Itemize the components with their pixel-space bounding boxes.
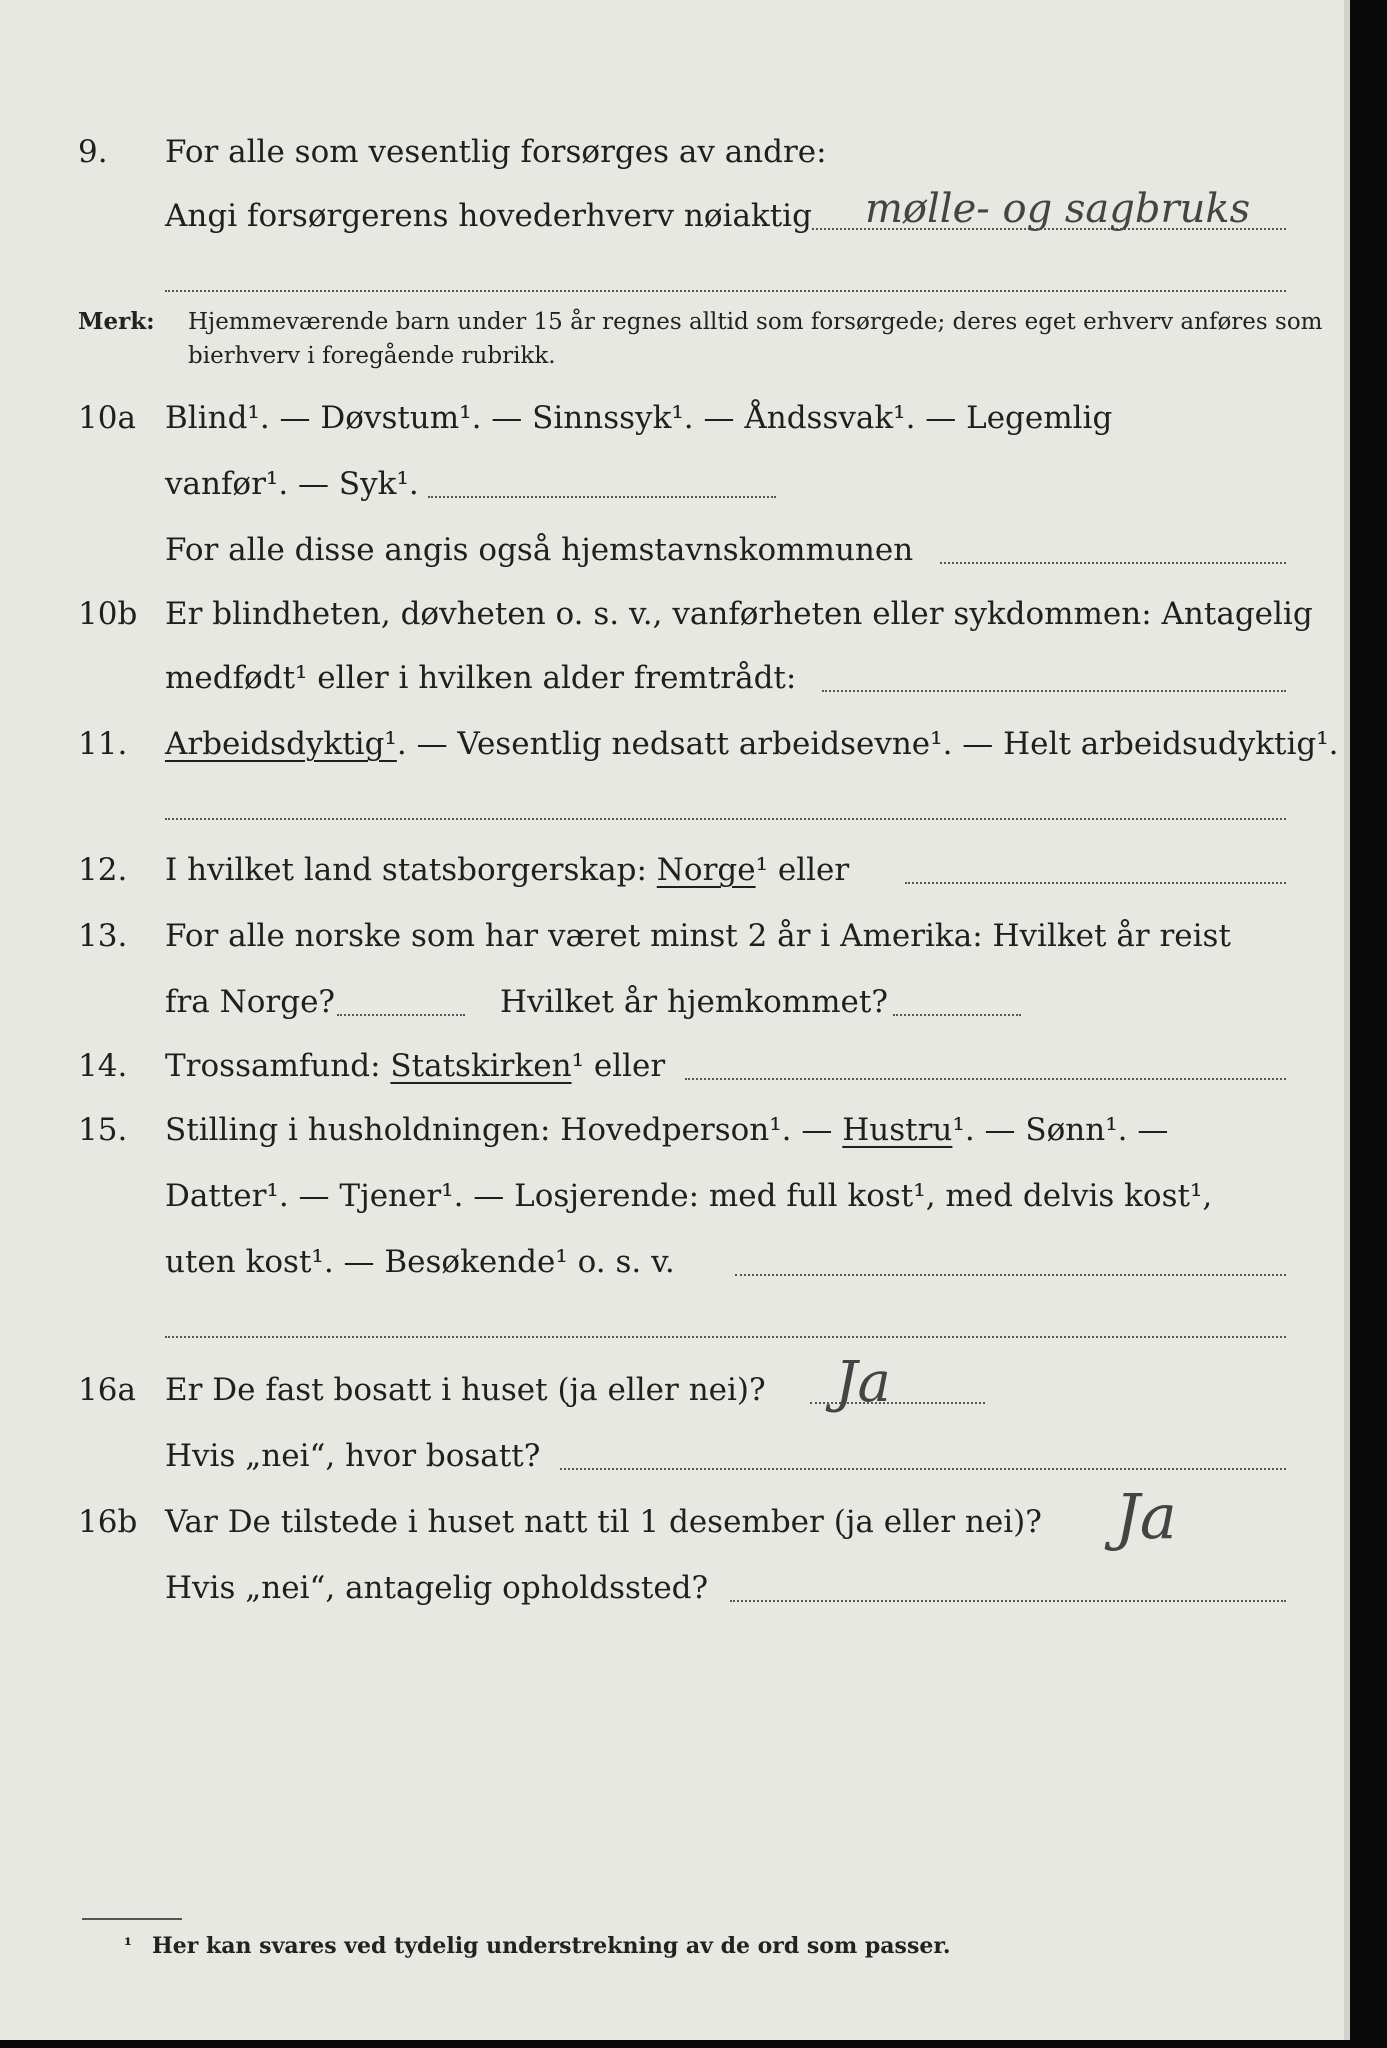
question-number: 16a [78,1372,136,1408]
question-10b [0,582,1350,646]
question-text: uten kost¹. — Besøkende¹ o. s. v. [165,1244,675,1280]
answer-line [685,1078,1286,1080]
question-text: medfødt¹ eller i hvilken alder fremtrådt: [165,660,797,696]
question-10b-line2 [0,646,1350,710]
handwritten-answer: Ja [1115,1480,1177,1553]
question-text-pre: Stilling i husholdningen: Hovedperson¹. — [165,1112,843,1148]
question-text: For alle som vesentlig forsørges av andre: [165,134,827,170]
handwritten-answer: mølle- og sagbruks [865,186,1251,232]
underlined-answer: Norge [656,852,756,888]
question-11 [0,712,1350,776]
underlined-answer: Statskirken [390,1048,572,1084]
answer-line [428,496,776,498]
note-text: Hjemmeværende barn under 15 år regnes alltid som forsørgede; deres eget erhverv anføres som bierhverv i foregående rubrikk. [188,309,1323,369]
question-13-line2 [0,970,1350,1034]
question-15-line3 [0,1230,1350,1294]
footnote-rule [82,1918,182,1920]
footnote-marker: ¹ [124,1935,132,1956]
answer-line [730,1600,1286,1602]
question-10a-line2 [0,452,1350,516]
answer-line [165,818,1286,820]
question-number: 16b [78,1504,138,1540]
question-number: 10a [78,400,136,436]
underlined-answer: Arbeidsdyktig¹ [165,726,397,762]
question-9 [0,120,1350,184]
question-text: fra Norge? [165,984,336,1020]
question-text [165,838,849,902]
question-text-rest: . — Vesentlig nedsatt arbeidsevne¹. — Helt arbeidsudyktig¹. [396,726,1339,762]
answer-line [905,882,1286,884]
question-number: 11. [78,726,128,762]
question-text: vanfør¹. — Syk¹. [165,466,419,502]
question-text: Angi forsørgerens hovederhverv nøiaktig [165,198,812,234]
question-number: 9. [78,134,108,170]
question-16a [0,1350,1350,1422]
question-text: Er De fast bosatt i huset (ja eller nei)? [165,1372,766,1408]
question-text [165,1098,1168,1162]
question-text-post: ¹ eller [571,1048,666,1084]
question-text-post: ¹. — Sønn¹. — [952,1112,1169,1148]
question-13 [0,904,1350,968]
question-text: Var De tilstede i huset natt til 1 desember (ja eller nei)? [165,1504,1042,1540]
question-number: 14. [78,1048,128,1084]
question-16b-line2 [0,1556,1350,1620]
question-text-post: ¹ eller [755,852,850,888]
question-10a-line3 [0,518,1350,582]
question-9-line2 [0,184,1350,248]
question-16a-line2 [0,1424,1350,1488]
question-number: 12. [78,852,128,888]
question-15-line2 [0,1164,1350,1228]
question-text-pre: I hvilket land statsborgerskap: [165,852,657,888]
question-text: Er blindheten, døvheten o. s. v., vanførheten eller sykdommen: Antagelig [165,596,1313,632]
question-text: Hvilket år hjemkommet? [500,984,888,1020]
question-number: 10b [78,596,138,632]
answer-line [893,1014,1021,1016]
underlined-answer: Hustru [842,1112,953,1148]
answer-line [822,690,1286,692]
question-text: Datter¹. — Tjener¹. — Losjerende: med full kost¹, med delvis kost¹, [165,1178,1213,1214]
question-text: For alle norske som har været minst 2 år i Amerika: Hvilket år reist [165,918,1231,954]
question-text: Hvis „nei“, antagelig opholdssted? [165,1570,709,1606]
answer-line [735,1274,1286,1276]
handwritten-answer: Ja [835,1350,891,1415]
question-15 [0,1098,1350,1162]
question-14 [0,1034,1350,1098]
question-text-pre: Trossamfund: [165,1048,391,1084]
answer-line [165,290,1286,292]
question-12 [0,838,1350,902]
answer-line [940,562,1286,564]
question-number: 15. [78,1112,128,1148]
answer-line [165,1336,1286,1338]
question-number: 13. [78,918,128,954]
note-label: Merk: [78,308,155,335]
question-text: Hvis „nei“, hvor bosatt? [165,1438,541,1474]
question-text [165,712,1339,776]
footnote-text: Her kan svares ved tydelig understrekning av de ord som passer. [152,1933,951,1959]
question-16b [0,1480,1350,1554]
question-text [165,1034,665,1098]
question-text: Blind¹. — Døvstum¹. — Sinnssyk¹. — Åndssvak¹. — Legemlig [165,400,1113,436]
answer-line [560,1468,1286,1470]
answer-line [337,1014,465,1016]
question-10a [0,386,1350,450]
question-text: For alle disse angis også hjemstavnskommunen [165,532,914,568]
